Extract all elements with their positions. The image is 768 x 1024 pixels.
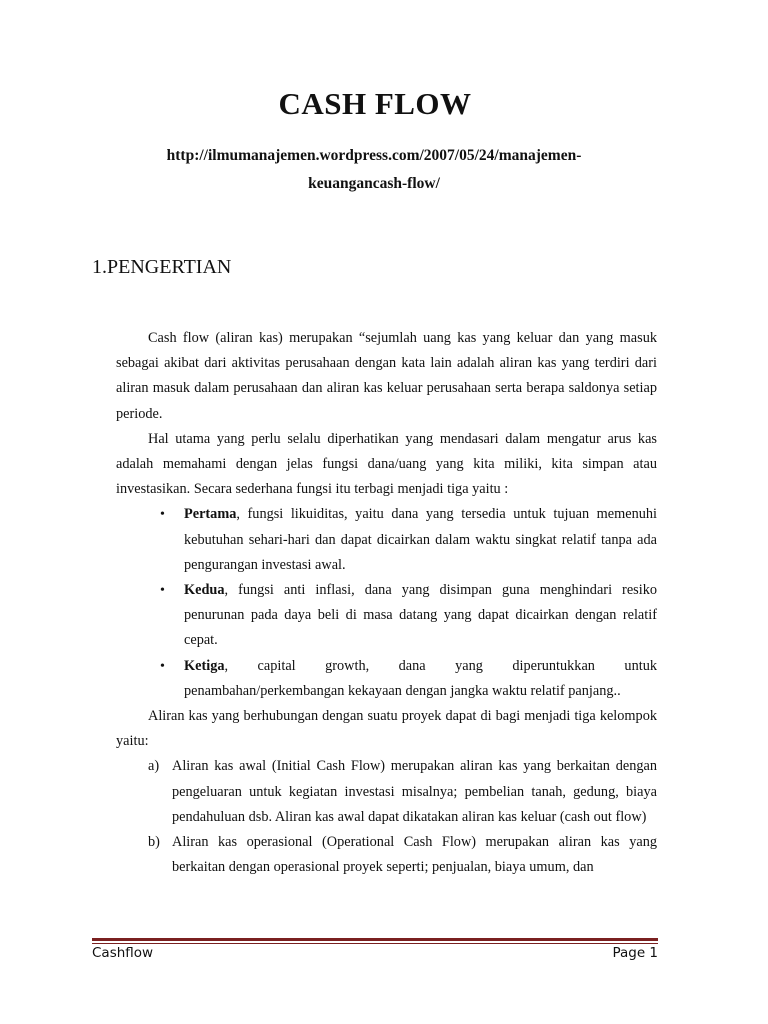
footer-divider <box>92 938 658 944</box>
source-url-line-2: keuangancash-flow/ <box>308 175 440 192</box>
list-marker: a) <box>148 758 160 775</box>
paragraph-functions: Hal utama yang perlu selalu diperhatikan yang mendasari dalam mengatur arus kas adalah memahami dengan jelas fungsi dana/uang yang kita miliki, kita simpan atau investasikan. Secara sederhana fungsi itu terbagi menjadi tiga yaitu : <box>116 430 657 498</box>
paragraph-cashflow-groups: Aliran kas yang berhubungan dengan suatu proyek dapat di bagi menjadi tiga kelompok yaitu: <box>116 708 657 750</box>
cashflow-group-list <box>116 754 657 880</box>
body-text <box>116 326 657 880</box>
footer-title: Cashflow <box>92 945 154 961</box>
bullet-item <box>160 502 657 578</box>
bullet-text: , fungsi anti inflasi, dana yang disimpan guna menghindari resiko penurunan pada daya beli di masa datang yang dapat dicairkan dengan relatif cepat. <box>184 582 657 649</box>
bullet-term: Kedua <box>184 582 225 599</box>
list-item <box>148 754 657 830</box>
list-item-text: Aliran kas awal (Initial Cash Flow) merupakan aliran kas yang berkaitan dengan pengeluaran untuk kegiatan investasi misalnya; pembelian tanah, gedung, biaya pendahuluan dsb. Aliran kas awal dapat dikatakan aliran kas keluar (cash out flow) <box>172 758 657 825</box>
bullet-icon: • <box>160 658 165 674</box>
list-marker: b) <box>148 834 160 851</box>
bullet-text: , capital growth, dana yang diperuntukkan untuk penambahan/perkembangan kekayaan dengan jangka waktu relatif panjang.. <box>184 657 657 699</box>
page-number: Page 1 <box>612 945 658 961</box>
bullet-term: Ketiga <box>184 657 225 674</box>
source-url-line-1: http://ilmumanajemen.wordpress.com/2007/05/24/manajemen- <box>166 147 582 164</box>
section-heading: 1.PENGERTIAN <box>92 256 232 278</box>
bullet-term: Pertama <box>184 506 237 523</box>
function-bullet-list <box>116 502 657 704</box>
bullet-item <box>160 578 657 654</box>
bullet-icon: • <box>160 583 165 599</box>
bullet-icon: • <box>160 507 165 523</box>
bullet-item <box>160 654 657 704</box>
list-item <box>148 830 657 880</box>
source-url <box>110 142 638 198</box>
list-item-text: Aliran kas operasional (Operational Cash Flow) merupakan aliran kas yang berkaitan dengan operasional proyek seperti; penjualan, biaya umum, dan <box>172 834 657 876</box>
paragraph-definition: Cash flow (aliran kas) merupakan “sejumlah uang kas yang keluar dan yang masuk sebagai akibat dari aktivitas perusahaan dengan kata lain adalah aliran kas yang terdiri dari aliran masuk dalam perusahaan dan aliran kas keluar perusahaan serta berapa saldonya setiap periode. <box>116 330 657 422</box>
bullet-text: , fungsi likuiditas, yaitu dana yang tersedia untuk tujuan memenuhi kebutuhan sehari-hari dan dapat dicairkan dalam waktu singkat relatif tanpa ada pengurangan investasi awal. <box>184 506 657 573</box>
document-title: CASH FLOW <box>278 86 472 121</box>
